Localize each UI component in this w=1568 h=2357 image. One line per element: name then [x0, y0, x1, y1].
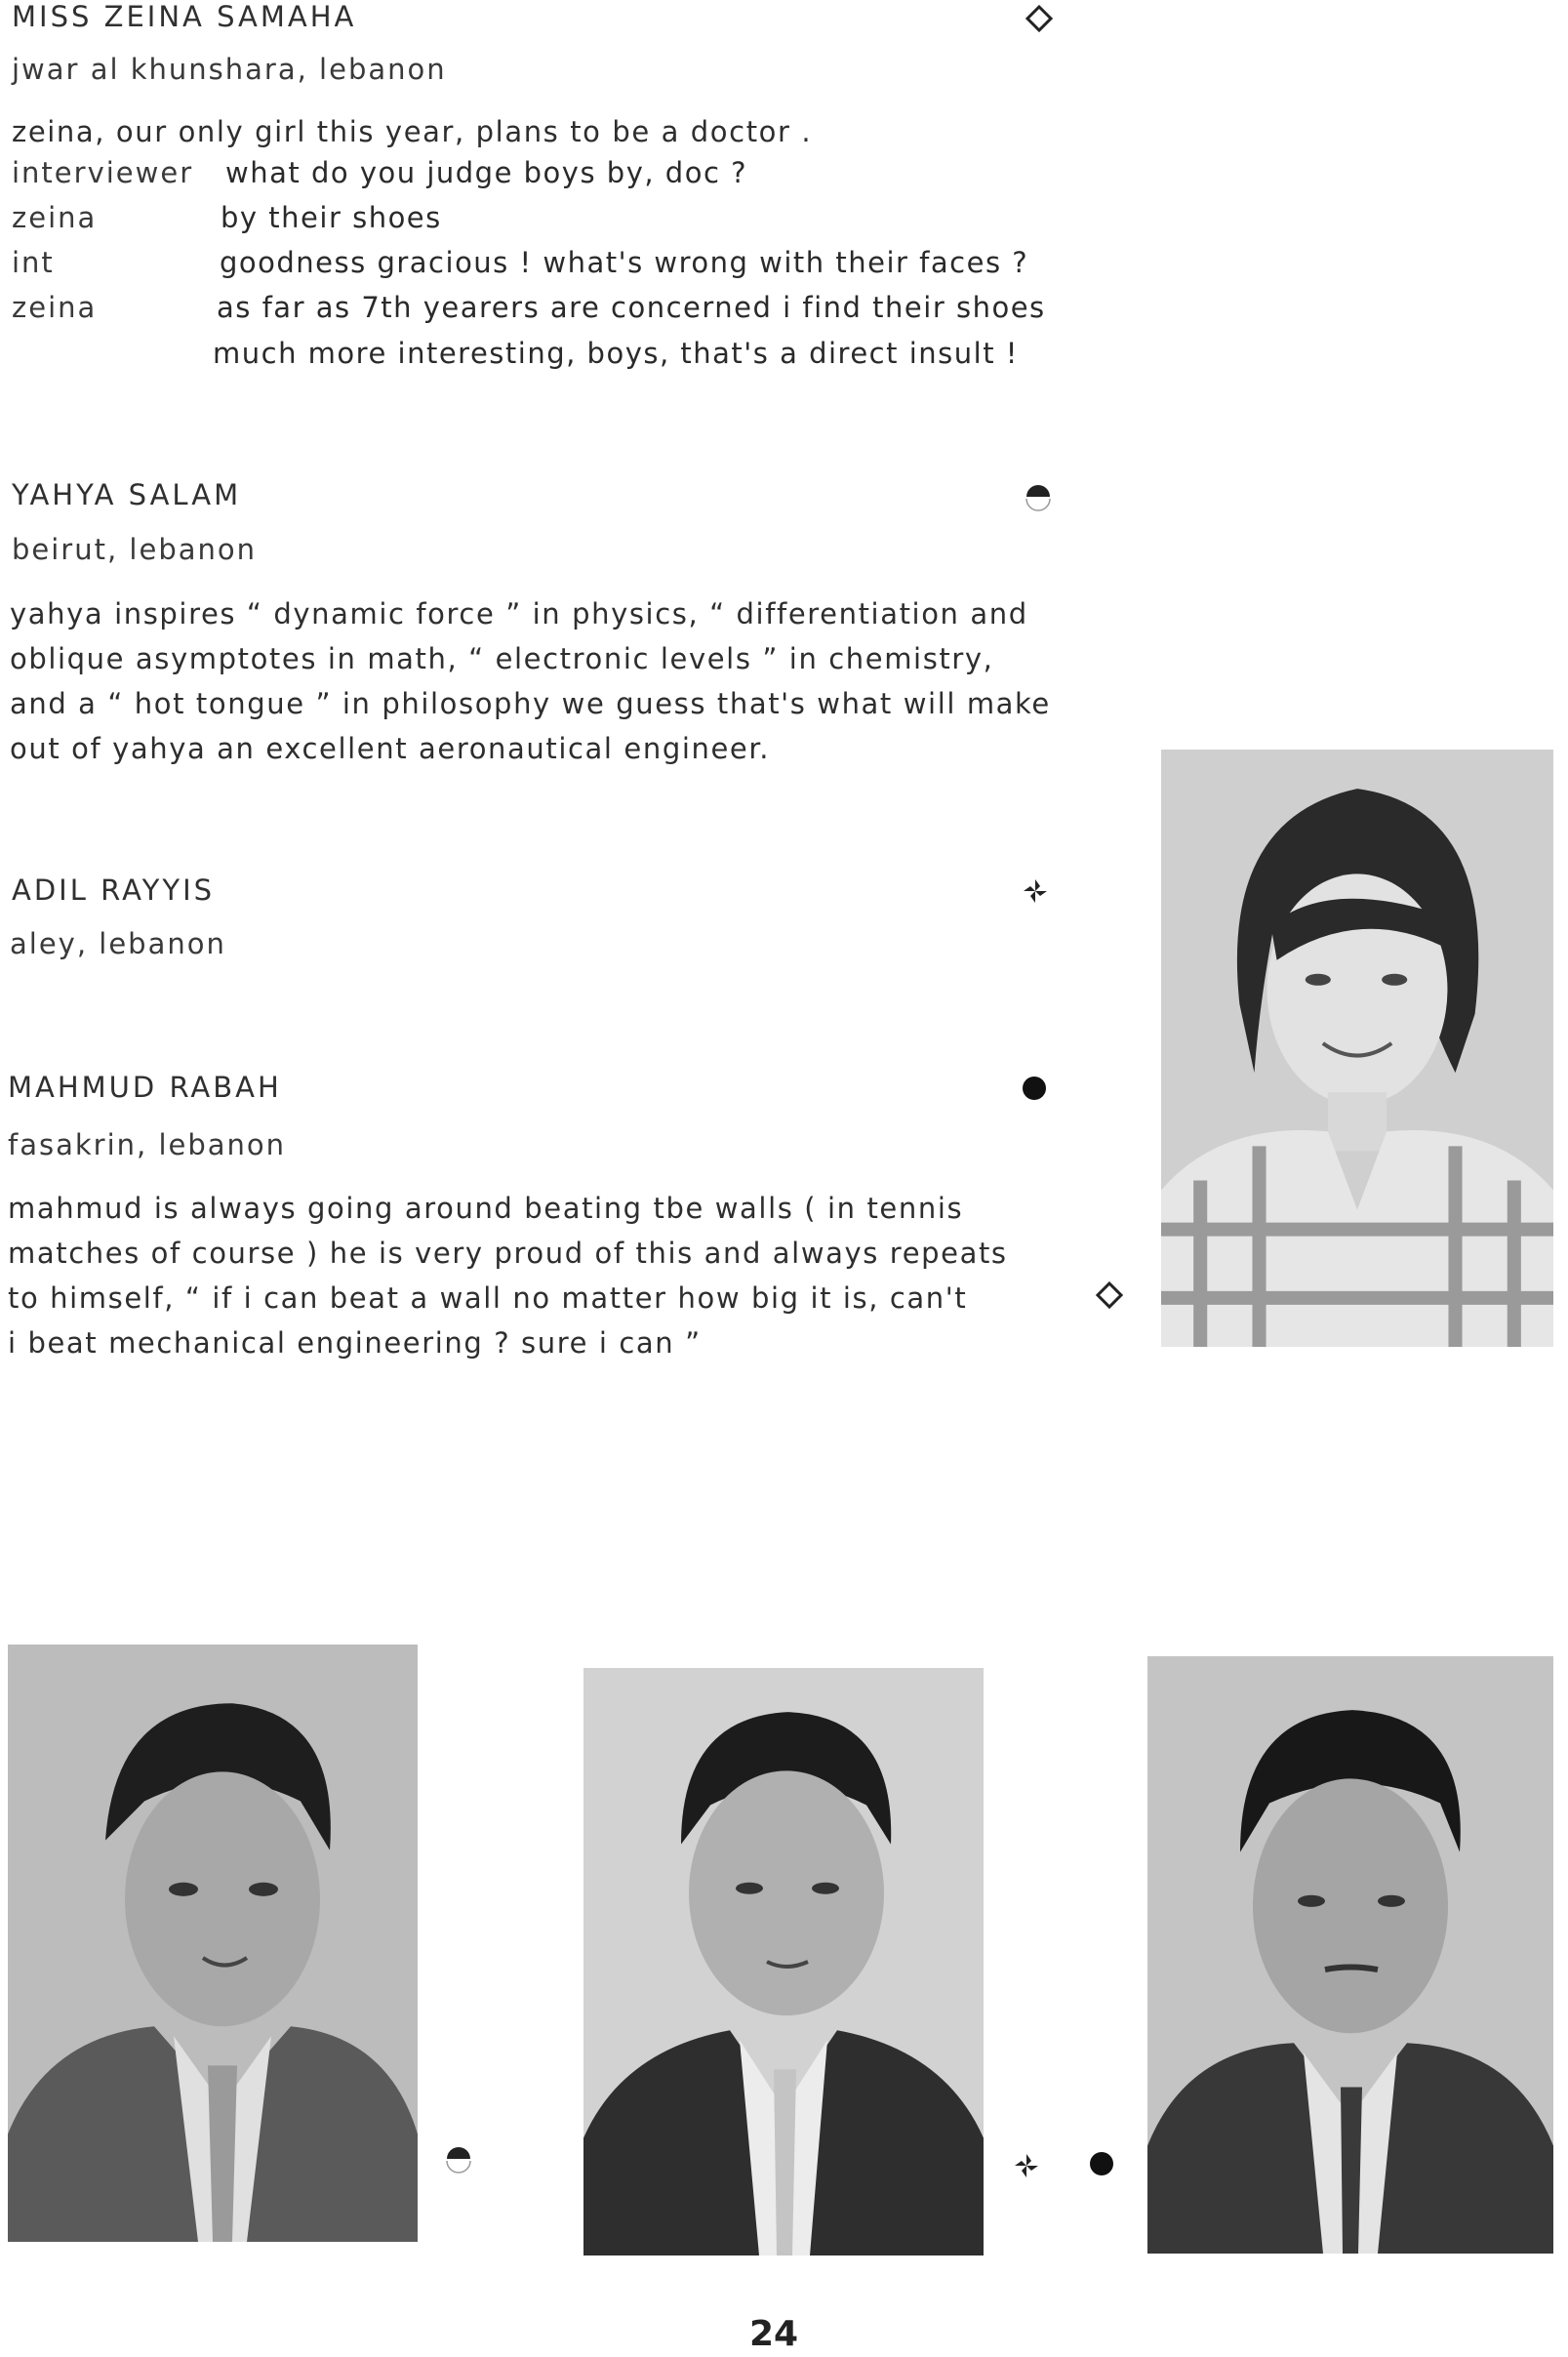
dialogue-speaker: interviewer [12, 156, 194, 189]
bio-line: yahya inspires “ dynamic force ” in physics, “ differentiation and [10, 597, 1028, 630]
bio-line: out of yahya an excellent aeronautical engineer. [10, 732, 771, 765]
entry-name-yahya: YAHYA SALAM [12, 478, 242, 511]
entry-name-mahmud: MAHMUD RABAH [8, 1071, 282, 1104]
bio-line: matches of course ) he is very proud of this and always repeats [8, 1237, 1008, 1270]
bio-line: mahmud is always going around beating tbe walls ( in tennis [8, 1192, 964, 1225]
dialogue-line: as far as 7th yearers are concerned i find their shoes [217, 291, 1046, 324]
filled-circle-icon [1020, 1074, 1049, 1103]
entry-place-yahya: beirut, lebanon [12, 533, 257, 566]
portrait-photo-mahmud [1147, 1656, 1553, 2254]
bio-line: oblique asymptotes in math, “ electronic levels ” in chemistry, [10, 642, 994, 675]
portrait-photo-yahya [8, 1645, 418, 2242]
entry-place-adil: aley, lebanon [10, 927, 226, 960]
entry-place-zeina: jwar al khunshara, lebanon [12, 53, 447, 86]
entry-name-zeina: MISS ZEINA SAMAHA [12, 0, 357, 33]
dialogue-line: what do you judge boys by, doc ? [225, 156, 747, 189]
entry-bio-yahya [10, 591, 1051, 771]
half-circle-icon [444, 2144, 473, 2174]
half-circle-icon [1024, 482, 1053, 511]
pinwheel-icon [1021, 876, 1050, 906]
portrait-photo-zeina [1161, 750, 1553, 1347]
portrait-photo-adil [583, 1668, 984, 2255]
entry-name-adil: ADIL RAYYIS [12, 874, 216, 907]
pinwheel-icon [1012, 2151, 1041, 2180]
dialogue-line: by their shoes [221, 201, 442, 234]
diamond-outline-icon [1025, 4, 1054, 33]
diamond-outline-icon [1095, 1280, 1124, 1310]
bio-line: to himself, “ if i can beat a wall no matter how big it is, can't [8, 1281, 968, 1315]
dialogue-speaker: int [12, 246, 55, 279]
dialogue-line: goodness gracious ! what's wrong with their faces ? [220, 246, 1029, 279]
page-number: 24 [749, 2314, 799, 2354]
entry-intro-zeina: zeina, our only girl this year, plans to be a doctor . [12, 115, 813, 148]
filled-circle-icon [1087, 2149, 1116, 2178]
dialogue-continuation: much more interesting, boys, that's a direct insult ! [213, 337, 1019, 370]
bio-line: i beat mechanical engineering ? sure i can ” [8, 1326, 702, 1360]
bio-line: and a “ hot tongue ” in philosophy we guess that's what will make [10, 687, 1051, 720]
dialogue-speaker: zeina [12, 291, 98, 324]
entry-bio-mahmud [8, 1186, 1008, 1365]
entry-place-mahmud: fasakrin, lebanon [8, 1128, 287, 1161]
dialogue-speaker: zeina [12, 201, 98, 234]
